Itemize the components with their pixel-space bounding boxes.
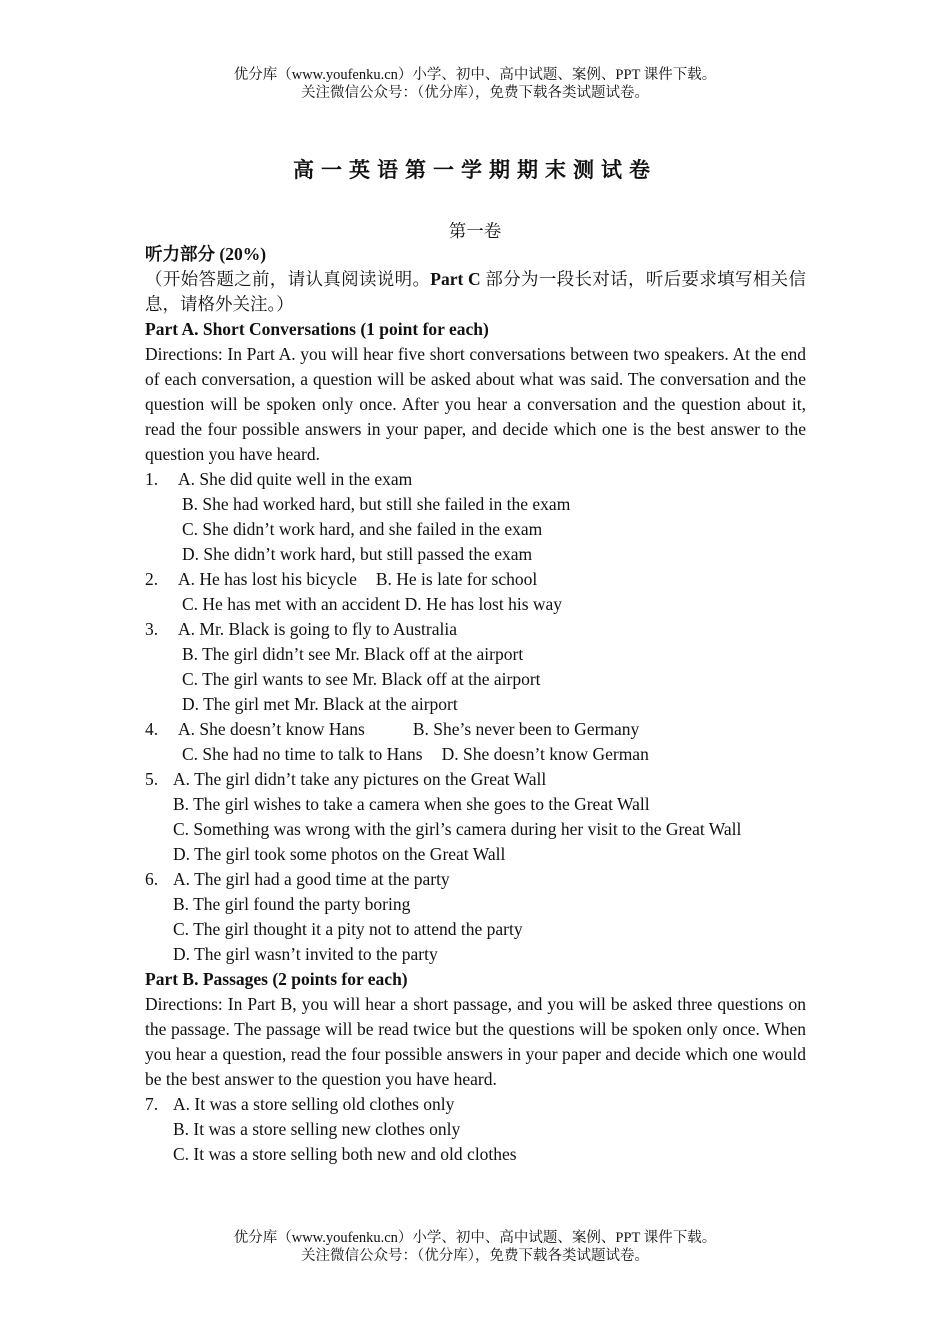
option-a: A. Mr. Black is going to fly to Australia xyxy=(178,619,458,639)
option-c: C. Something was wrong with the girl’s camera during her visit to the Great Wall xyxy=(173,819,742,839)
option-c: C. She didn’t work hard, and she failed in the exam xyxy=(182,519,543,539)
header-line-2: 关注微信公众号：（优分库），免费下载各类试题试卷。 xyxy=(301,85,649,101)
question-5 xyxy=(145,767,806,867)
listening-note-part-c: Part C xyxy=(430,269,481,289)
question-number: 5. xyxy=(145,769,159,789)
option-a: A. The girl didn’t take any pictures on the Great Wall xyxy=(173,769,547,789)
listening-note xyxy=(145,267,806,317)
option-b: B. She’s never been to Germany xyxy=(412,719,640,739)
part-b-directions: Directions: In Part B, you will hear a short passage, and you will be asked three questions on the passage. The passage will be read twice but the questions will be spoken only once. When you hear a question, read the four possible answers in your paper and decide which one would be the best answer to the question you have heard. xyxy=(145,994,806,1089)
option-c: C. The girl wants to see Mr. Black off at the airport xyxy=(182,669,541,689)
question-2 xyxy=(145,567,806,617)
option-d: D. The girl met Mr. Black at the airport xyxy=(182,694,458,714)
page-header xyxy=(0,66,950,102)
question-1 xyxy=(145,467,806,567)
part-b-heading: Part B. Passages (2 points for each) xyxy=(145,969,408,989)
question-number: 3. xyxy=(145,619,159,639)
option-a: A. She doesn’t know Hans xyxy=(178,719,365,739)
footer-line-1: 优分库（www.youfenku.cn）小学、初中、高中试题、案例、PPT 课件下载。 xyxy=(233,1230,717,1246)
listening-note-post: 部分为一段长对话，听后要求填写相关信息，请格外关注。） xyxy=(145,269,807,314)
listening-note-pre: （开始答题之前，请认真阅读说明。 xyxy=(145,269,431,289)
listening-heading: 听力部分 (20%) xyxy=(145,244,267,264)
page-footer xyxy=(0,1229,950,1265)
question-number: 1. xyxy=(145,469,159,489)
option-d: D. She doesn’t know German xyxy=(441,744,649,764)
option-d: D. She didn’t work hard, but still passed the exam xyxy=(182,544,533,564)
option-c: C. The girl thought it a pity not to attend the party xyxy=(173,919,523,939)
question-4 xyxy=(145,717,806,767)
option-c-d xyxy=(145,742,806,767)
option-d: D. The girl took some photos on the Great Wall xyxy=(173,844,506,864)
question-7 xyxy=(145,1092,806,1167)
question-number: 7. xyxy=(145,1094,159,1114)
header-line-1: 优分库（www.youfenku.cn）小学、初中、高中试题、案例、PPT 课件下载。 xyxy=(233,67,717,83)
section-heading: 第一卷 xyxy=(448,221,502,241)
option-a: A. It was a store selling old clothes only xyxy=(173,1094,455,1114)
document-title: 高一英语第一学期期末测试卷 xyxy=(293,158,657,182)
question-number: 2. xyxy=(145,569,159,589)
option-b: B. The girl wishes to take a camera when she goes to the Great Wall xyxy=(173,794,650,814)
question-number: 6. xyxy=(145,869,159,889)
option-c-d: C. He has met with an accident D. He has lost his way xyxy=(182,594,563,614)
footer-line-2: 关注微信公众号：（优分库），免费下载各类试题试卷。 xyxy=(301,1248,649,1264)
option-c: C. She had no time to talk to Hans xyxy=(182,744,423,764)
option-a: A. The girl had a good time at the party xyxy=(173,869,450,889)
option-b: B. It was a store selling new clothes only xyxy=(173,1119,461,1139)
question-number: 4. xyxy=(145,719,159,739)
part-a-directions: Directions: In Part A. you will hear five short conversations between two speakers. At the end of each conversation, a question will be asked about what was said. The conversation and the question will be spoken only once. After you hear a conversation and the question about it, read the four possible answers in your paper, and decide which one is the best answer to the question you have heard. xyxy=(145,344,806,464)
question-3 xyxy=(145,617,806,717)
question-6 xyxy=(145,867,806,967)
option-b: B. He is late for school xyxy=(375,569,538,589)
part-a-heading: Part A. Short Conversations (1 point for each) xyxy=(145,319,489,339)
option-b: B. She had worked hard, but still she failed in the exam xyxy=(182,494,571,514)
option-b: B. The girl found the party boring xyxy=(173,894,411,914)
option-a: A. She did quite well in the exam xyxy=(178,469,413,489)
option-b: B. The girl didn’t see Mr. Black off at the airport xyxy=(182,644,524,664)
option-c: C. It was a store selling both new and old clothes xyxy=(173,1144,517,1164)
option-a: A. He has lost his bicycle xyxy=(178,569,357,589)
option-d: D. The girl wasn’t invited to the party xyxy=(173,944,438,964)
document-body xyxy=(145,242,806,1167)
